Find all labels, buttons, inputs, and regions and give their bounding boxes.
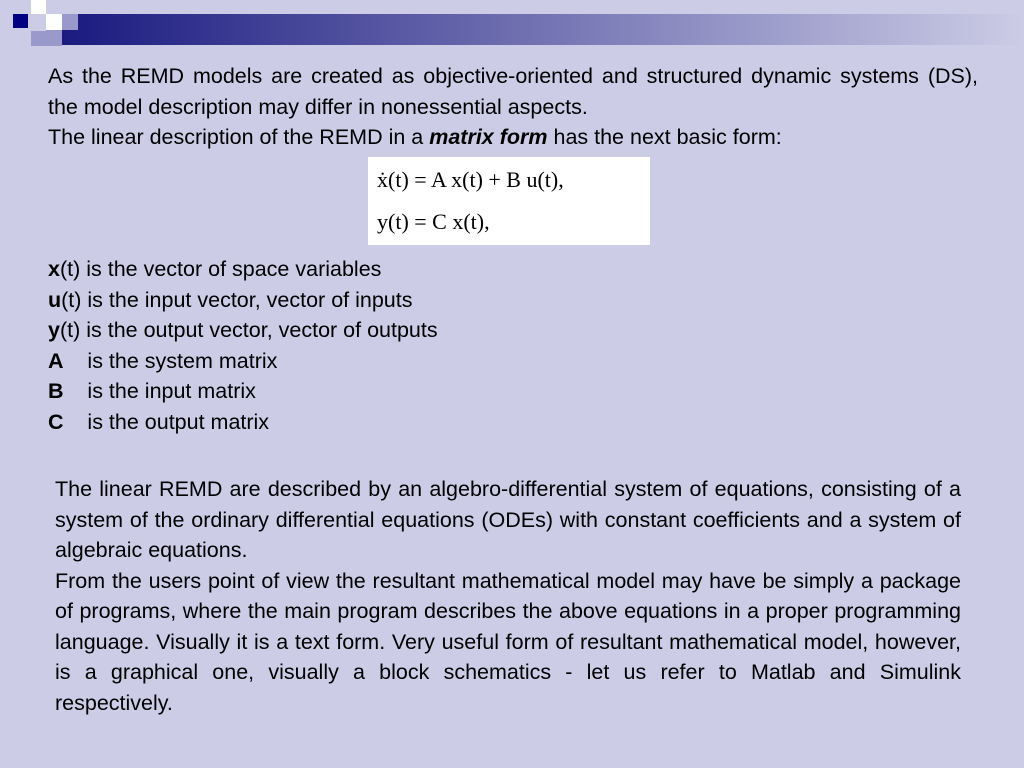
equation-image — [368, 157, 650, 245]
deco-square-light-1 — [31, 0, 46, 14]
definition-item — [48, 376, 438, 407]
definition-item — [48, 254, 438, 285]
body-paragraph-2: From the users point of view the resultant mathematical model may have be simply a package of programs, where the main program describes the above equations in a proper programming language. Visually it is a text form. Very useful form of resultant mathematical model, however, is a graphical one, visually a block schematics - let us refer to Matlab and Simulink respectively. — [55, 568, 961, 715]
definition-symbol: y — [48, 318, 60, 342]
definition-symbol: u — [48, 287, 62, 312]
definition-item — [48, 407, 438, 438]
body-paragraph-1: The linear REMD are described by an algebro-differential system of equations, consisting of a system of the ordinary differential equations (ODEs) with constant coefficients and a system of algebraic equations. — [55, 477, 961, 562]
definition-symbol: C — [48, 409, 64, 434]
definition-text: (t) is the output vector, vector of outputs — [59, 318, 438, 342]
intro-paragraph: As the REMD models are created as objective-oriented and structured dynamic systems (DS), the model description may differ in nonessential aspects. — [48, 64, 978, 119]
matrix-form-suffix: has the next basic form: — [547, 125, 782, 149]
deco-square-mid-3 — [46, 30, 62, 46]
definition-symbol: A — [48, 348, 64, 373]
definition-item — [48, 346, 438, 377]
deco-square-dark — [13, 14, 28, 28]
header-decoration — [0, 0, 1024, 60]
definition-text: (t) is the vector of space variables — [59, 257, 382, 281]
output-equation: y(t) = C x(t), — [377, 209, 490, 234]
matrix-form-prefix: The linear description of the REMD in a — [48, 125, 430, 149]
definition-text: is the system matrix — [63, 348, 278, 373]
matrix-form-emphasis: matrix form — [429, 125, 548, 149]
definition-text: is the output matrix — [63, 409, 270, 434]
definition-text: (t) is the input vector, vector of inputs — [61, 287, 413, 312]
deco-square-mid-1 — [31, 31, 46, 46]
header-gradient-bar — [62, 14, 1024, 45]
state-equation: ẋ(t) = A x(t) + B u(t), — [377, 167, 564, 192]
definition-symbol: B — [48, 379, 64, 403]
definition-item — [48, 285, 438, 316]
deco-square-mid-2 — [62, 14, 78, 30]
deco-square-light-2 — [46, 14, 62, 30]
definition-list — [48, 254, 438, 437]
definition-text: is the input matrix — [63, 379, 256, 403]
definition-item — [48, 315, 438, 346]
matrix-form-line — [48, 122, 782, 153]
body-text — [55, 474, 961, 718]
definition-symbol: x — [48, 257, 60, 281]
